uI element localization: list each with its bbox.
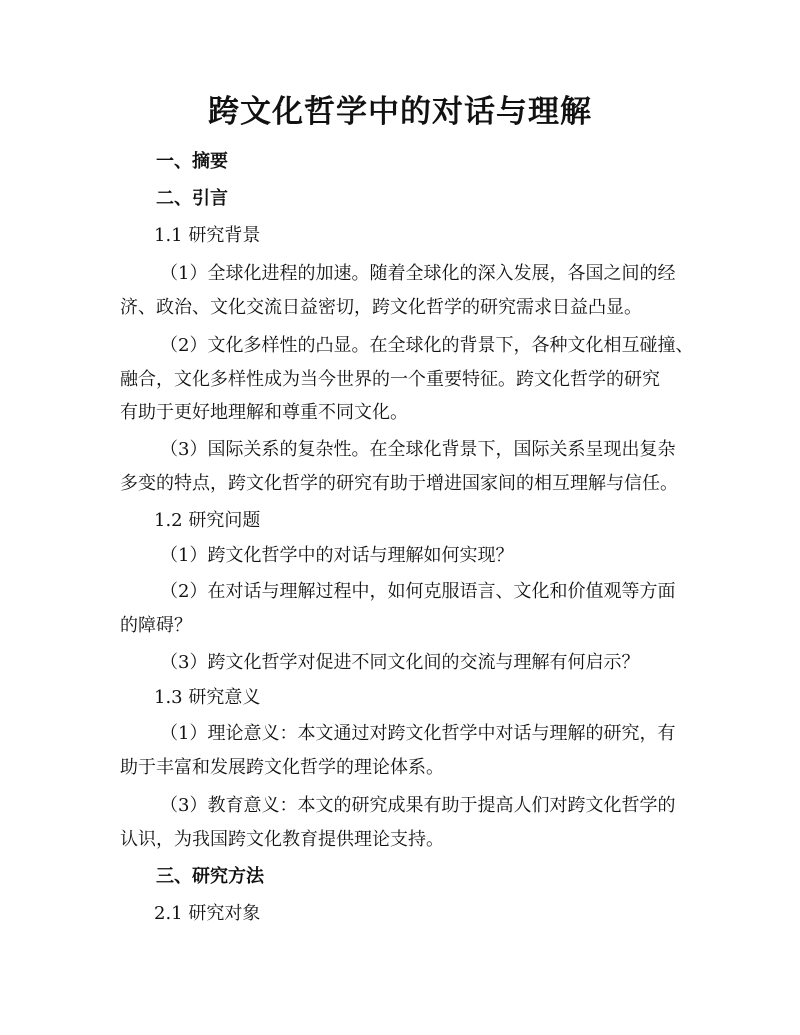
paragraph-line: （1）理论意义：本文通过对跨文化哲学中对话与理解的研究，有 <box>160 723 676 744</box>
paragraph-line: （3）教育意义：本文的研究成果有助于提高人们对跨文化哲学的 <box>160 795 676 816</box>
paragraph-line: （1）全球化进程的加速。随着全球化的深入发展，各国之间的经 <box>160 263 676 284</box>
document-title: 跨文化哲学中的对话与理解 <box>208 94 592 130</box>
paragraph-line: （3）跨文化哲学对促进不同文化间的交流与理解有何启示？ <box>160 652 640 673</box>
paragraph-line: 多变的特点，跨文化哲学的研究有助于增进国家间的相互理解与信任。 <box>120 473 678 494</box>
subheading-questions: 1.2 研究问题 <box>154 510 261 531</box>
paragraph-line: 济、政治、文化交流日益密切，跨文化哲学的研究需求日益凸显。 <box>120 297 642 318</box>
heading-abstract: 一、摘要 <box>156 151 228 172</box>
paragraph-line: （2）在对话与理解过程中，如何克服语言、文化和价值观等方面 <box>160 581 676 602</box>
paragraph-line: 的障碍？ <box>120 615 192 636</box>
paragraph-line: 有助于更好地理解和尊重不同文化。 <box>120 402 408 423</box>
subheading-significance: 1.3 研究意义 <box>154 687 261 708</box>
subheading-research-object: 2.1 研究对象 <box>154 903 261 924</box>
heading-introduction: 二、引言 <box>156 188 228 209</box>
paragraph-line: 融合，文化多样性成为当今世界的一个重要特征。跨文化哲学的研究 <box>120 369 660 390</box>
paragraph-line: 认识，为我国跨文化教育提供理论支持。 <box>120 829 444 850</box>
heading-methods: 三、研究方法 <box>156 866 264 887</box>
paragraph-line: 助于丰富和发展跨文化哲学的理论体系。 <box>120 757 444 778</box>
paragraph-line: （2）文化多样性的凸显。在全球化的背景下，各种文化相互碰撞、 <box>160 335 694 356</box>
paragraph-line: （3）国际关系的复杂性。在全球化背景下，国际关系呈现出复杂 <box>160 439 676 460</box>
subheading-background: 1.1 研究背景 <box>154 225 261 246</box>
paragraph-line: （1）跨文化哲学中的对话与理解如何实现？ <box>160 545 514 566</box>
